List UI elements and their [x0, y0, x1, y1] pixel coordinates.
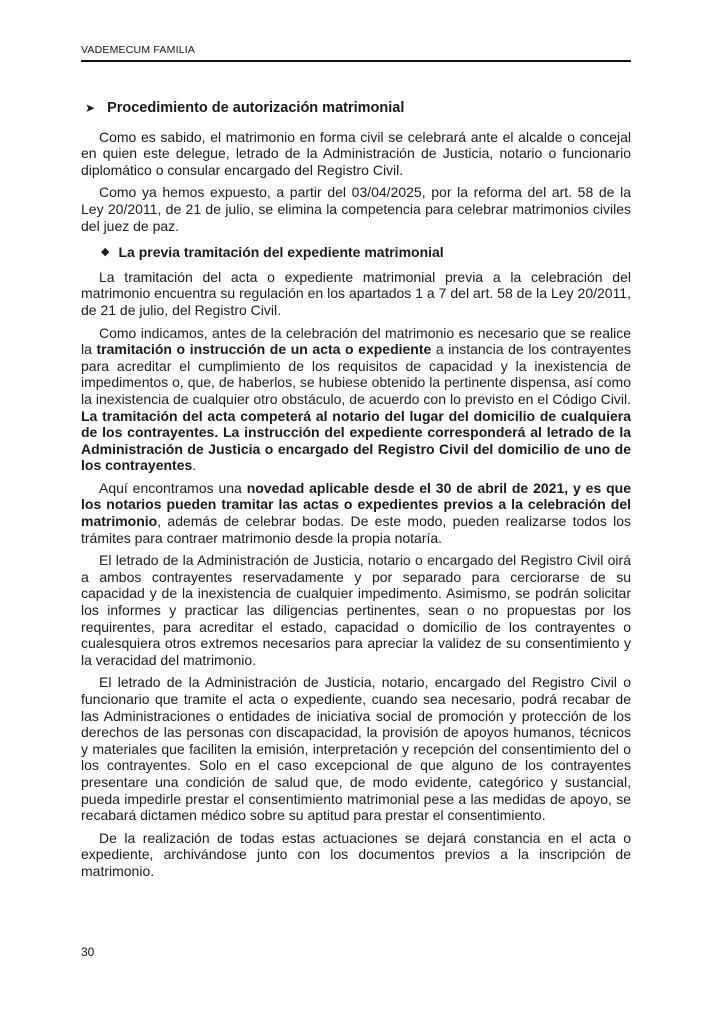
- paragraph-text: Aquí encontramos una: [99, 479, 247, 496]
- arrow-right-icon: ➤: [85, 101, 96, 115]
- emphasis-text: tramitación o instrucción de un acta o expediente: [96, 341, 432, 358]
- paragraph: [81, 325, 631, 474]
- paragraph-text: De la realización de todas estas actuaciones se dejará constancia en el acta o expediente, archivándose junto con los documentos previos a la inscripción de matrimonio.: [81, 829, 631, 879]
- paragraph: [81, 674, 631, 823]
- paragraph-text: El letrado de la Administración de Justicia, notario o encargado del Registro Civil oirá a ambos contrayentes reservadamente y por separado para cerciorarse de su capacidad y de la inexistencia de cualquier impedimento. Asimismo, se podrán solicitar los informes y practicar las diligencias pertinentes, sean o no propuestas por los requirentes, para acreditar el estado, capacidad o domicilio de los contrayentes o cualesquiera otros extremos necesarios para apreciar la validez de su consentimiento y la veracidad del matrimonio.: [81, 552, 631, 668]
- paragraph-text: Como es sabido, el matrimonio en forma civil se celebrará ante el alcalde o concejal en quien este delegue, letrado de la Administración de Justicia, notario o funcionario diplomático o consular encargado del Registro Civil.: [81, 128, 631, 178]
- running-title: VADEMECUM FAMILIA: [81, 44, 196, 56]
- paragraph-text: .: [192, 457, 197, 474]
- paragraph: [81, 830, 631, 880]
- section-heading: [85, 100, 631, 117]
- paragraph-text: Como indicamos, antes de la celebración del matrimonio es necesario que se realice la: [81, 324, 631, 358]
- diamond-bullet-icon: ◆: [101, 246, 110, 259]
- emphasis-text: novedad aplicable desde el 30 de abril de 2021, y es que los notarios pueden tramitar las actas o expedientes previos a la celebración del matrimonio: [81, 479, 631, 530]
- section-heading-text: Procedimiento de autorización matrimonial: [107, 100, 405, 116]
- paragraph-text: La tramitación del acta o expediente matrimonial previa a la celebración del matrimonio encuentra su regulación en los apartados 1 a 7 del art. 58 de la Ley 20/2011, de 21 de julio, del Registro Civil.: [81, 268, 631, 318]
- running-header: [81, 44, 631, 62]
- paragraph: [81, 552, 631, 668]
- paragraph-text: , además de celebrar bodas. De este modo, pueden realizarse todos los trámites para contraer matrimonio desde la propia notaría.: [81, 513, 631, 546]
- subsection-heading: [101, 244, 631, 261]
- emphasis-text: La tramitación del acta competerá al notario del lugar del domicilio de cualquiera de los contrayentes. La instrucción del expediente corresponderá al letrado de la Administración de Justicia o encargado del Registro Civil del domicilio de uno de los contrayentes: [81, 407, 631, 474]
- paragraph-text: a instancia de los contrayentes para acreditar el cumplimiento de los requisitos de capacidad y la inexistencia de impedimentos o, que, de haberlos, se hubiese obtenido la pertinente dispensa, así como la inexistencia de cualquier otro obstáculo, de acuerdo con lo previsto en el Código Civil.: [81, 341, 631, 407]
- paragraph: [81, 480, 631, 546]
- paragraph: [81, 269, 631, 319]
- paragraph-text: El letrado de la Administración de Justicia, notario, encargado del Registro Civil o funcionario que tramite el acta o expediente, cuando sea necesario, podrá recabar de las Administraciones o entidades de iniciativa social de promoción y protección de los derechos de las personas con discapacidad, la provisión de apoyos humanos, técnicos y materiales que faciliten la emisión, interpretación y recepción del consentimiento del o los contrayentes. Solo en el caso excepcional de que alguno de los contrayentes presentare una condición de salud que, de modo evidente, categórico y sustancial, pueda impedirle prestar el consentimiento matrimonial pese a las medidas de apoyo, se recabará dictamen médico sobre su aptitud para prestar el consentimiento.: [81, 674, 631, 824]
- paragraph: [81, 129, 631, 179]
- paragraph-text: Como ya hemos expuesto, a partir del 03/04/2025, por la reforma del art. 58 de la Ley 20/2011, de 21 de julio, se elimina la competencia para celebrar matrimonios civiles del juez de paz.: [81, 184, 631, 234]
- paragraph: [81, 184, 631, 234]
- page-body: [81, 100, 631, 886]
- subsection-heading-text: La previa tramitación del expediente matrimonial: [118, 244, 444, 261]
- page-number: 30: [81, 945, 95, 959]
